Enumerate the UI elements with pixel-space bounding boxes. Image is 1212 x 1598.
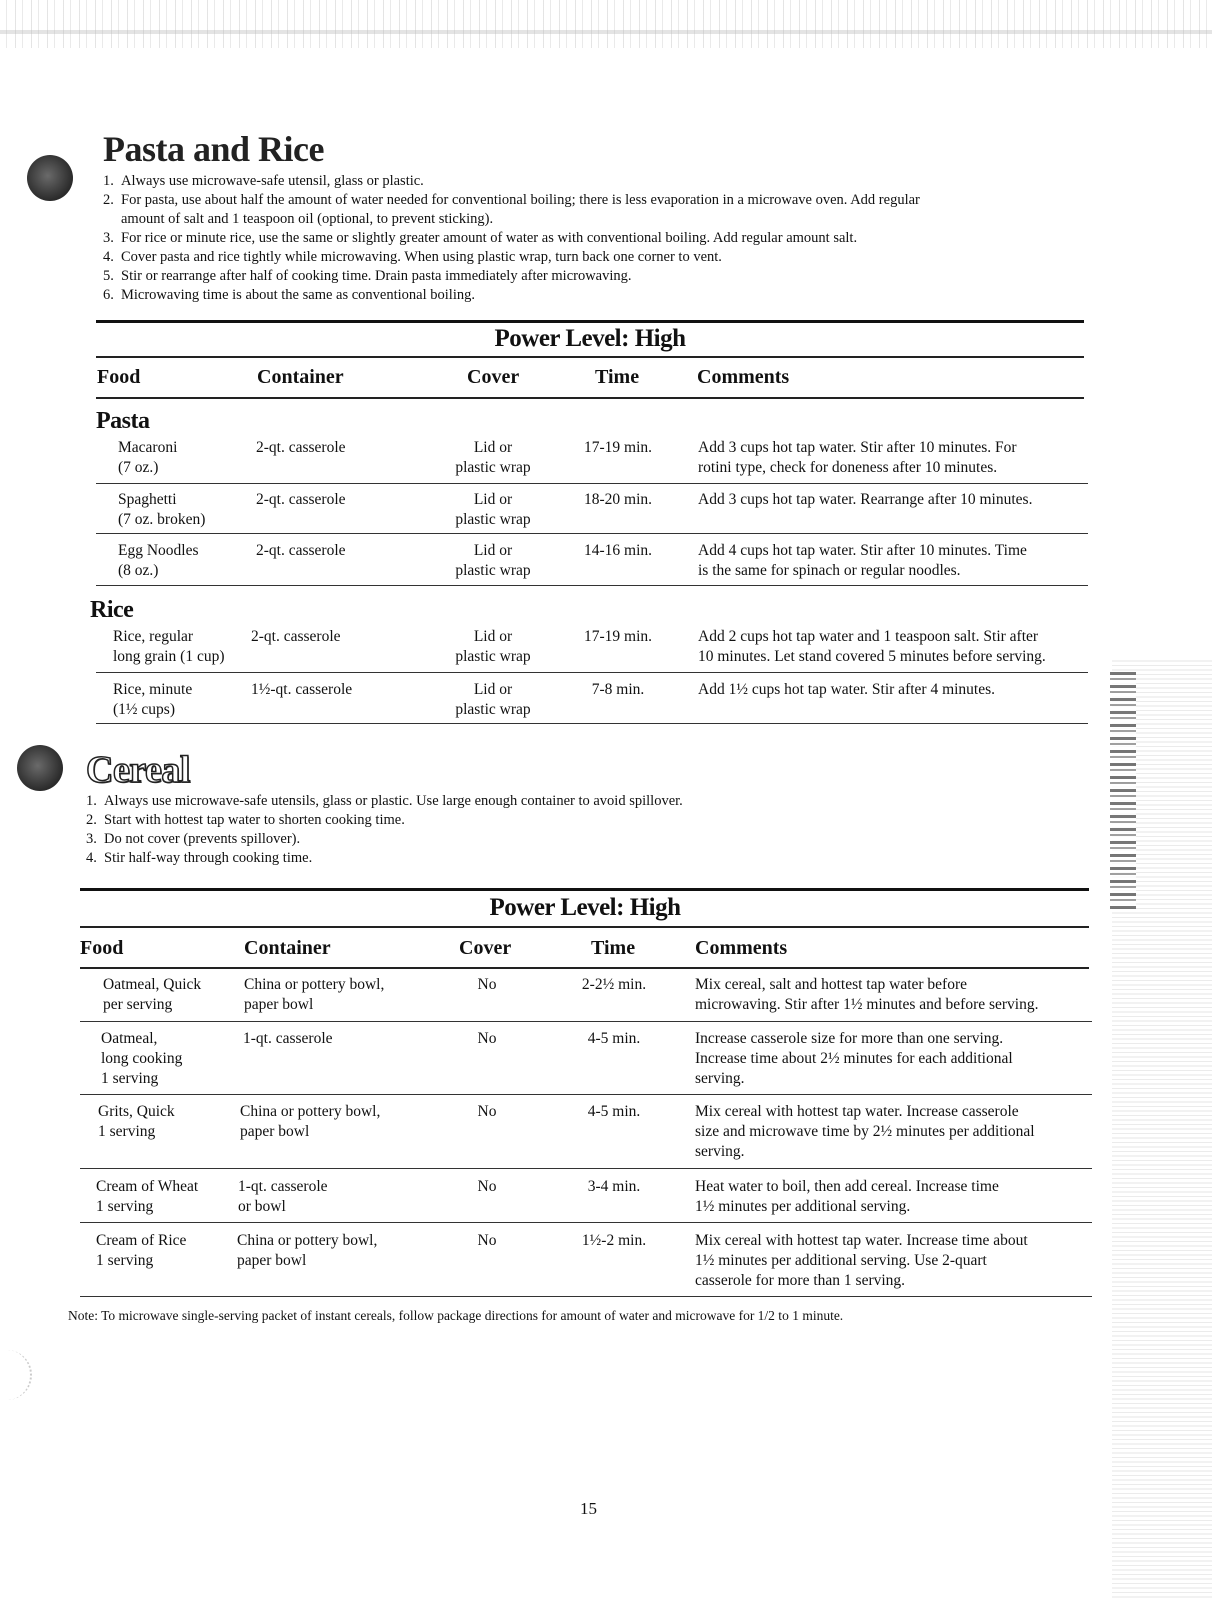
step-number: 3. bbox=[103, 230, 114, 246]
cell-line: 2-qt. casserole bbox=[256, 439, 346, 456]
cell-line: plastic wrap bbox=[455, 511, 531, 528]
group-title-pasta: Pasta bbox=[96, 408, 150, 434]
pasta-header-comments: Comments bbox=[697, 366, 790, 388]
cell-time: 18-20 min. bbox=[583, 491, 653, 508]
table-row-rule bbox=[80, 1094, 1092, 1095]
cell-food bbox=[118, 541, 199, 581]
cell-comments bbox=[698, 490, 1032, 510]
cell-cover bbox=[417, 1231, 557, 1251]
cell-line: Spaghetti bbox=[118, 491, 177, 508]
cell-container bbox=[243, 1029, 333, 1049]
step-item bbox=[103, 172, 1063, 191]
cell-line: Lid or bbox=[473, 439, 513, 456]
cell-line: (7 oz. broken) bbox=[118, 511, 206, 528]
cell-food bbox=[113, 680, 192, 720]
cell-line: 2-qt. casserole bbox=[251, 628, 341, 645]
cell-food bbox=[98, 1102, 175, 1142]
step-text: Stir or rearrange after half of cooking time. Drain pasta immediately after microwaving. bbox=[121, 268, 632, 284]
cell-time: 2-2½ min. bbox=[581, 976, 647, 993]
cell-line: Lid or bbox=[473, 681, 513, 698]
step-text: Stir half-way through cooking time. bbox=[104, 850, 313, 866]
cell-line: (7 oz.) bbox=[118, 459, 159, 476]
cell-line: long cooking bbox=[101, 1050, 183, 1067]
binding-hole-mark bbox=[0, 1350, 32, 1400]
cell-time: 1½-2 min. bbox=[581, 1232, 647, 1249]
cell-line: No bbox=[477, 1103, 497, 1120]
cell-line: long grain (1 cup) bbox=[113, 648, 225, 665]
scan-noise-top bbox=[0, 0, 1212, 48]
cell-line: plastic wrap bbox=[455, 701, 531, 718]
cell-cover bbox=[423, 680, 563, 720]
step-item bbox=[103, 191, 1063, 229]
cell-cover bbox=[423, 541, 563, 581]
step-number: 1. bbox=[103, 173, 114, 189]
step-item bbox=[103, 229, 1063, 248]
scan-noise-right-dark bbox=[1110, 672, 1136, 912]
cell-line: plastic wrap bbox=[455, 648, 531, 665]
cell-line: Lid or bbox=[473, 628, 513, 645]
cell-line: Lid or bbox=[473, 491, 513, 508]
cell-line: Add 3 cups hot tap water. Rearrange after 10 minutes. bbox=[698, 491, 1033, 508]
cell-line: 10 minutes. Let stand covered 5 minutes before serving. bbox=[698, 648, 1046, 665]
step-number: 1. bbox=[86, 793, 97, 809]
table-row-rule bbox=[80, 1168, 1092, 1169]
cereal-header-time: Time bbox=[591, 937, 636, 959]
table-row-rule bbox=[96, 483, 1088, 484]
cell-line: 2-qt. casserole bbox=[256, 542, 346, 559]
cell-line: Macaroni bbox=[118, 439, 178, 456]
cereal-power-rule bbox=[80, 926, 1089, 928]
cell-line: Cream of Rice bbox=[96, 1232, 187, 1249]
cell-line: No bbox=[477, 1030, 497, 1047]
cereal-steps bbox=[86, 792, 1046, 868]
cell-line: Mix cereal with hottest tap water. Increase time about bbox=[695, 1232, 1028, 1249]
cell-food bbox=[96, 1231, 186, 1271]
cell-line: China or pottery bowl, bbox=[240, 1103, 381, 1120]
cell-comments bbox=[695, 975, 1039, 1015]
cell-food bbox=[118, 490, 205, 530]
step-text: Start with hottest tap water to shorten cooking time. bbox=[104, 812, 405, 828]
cell-food bbox=[103, 975, 201, 1015]
cell-container bbox=[251, 627, 341, 647]
cell-line: or bowl bbox=[238, 1198, 286, 1215]
cell-line: plastic wrap bbox=[455, 562, 531, 579]
cell-line: Cream of Wheat bbox=[96, 1178, 199, 1195]
table-row-rule bbox=[80, 1021, 1092, 1022]
cell-line: casserole for more than 1 serving. bbox=[695, 1272, 906, 1289]
step-item bbox=[103, 248, 1063, 267]
cell-line: No bbox=[477, 1232, 497, 1249]
pasta-header-cover: Cover bbox=[467, 366, 520, 388]
cell-comments bbox=[698, 438, 1017, 478]
cell-time: 17-19 min. bbox=[583, 439, 653, 456]
cell-line: 2-qt. casserole bbox=[256, 491, 346, 508]
cell-line: 1½ minutes per additional serving. Use 2-quart bbox=[695, 1252, 987, 1269]
cell-line: Oatmeal, bbox=[101, 1030, 158, 1047]
step-item bbox=[103, 286, 1063, 305]
step-text: amount of salt and 1 teaspoon oil (optional, to prevent sticking). bbox=[121, 211, 494, 227]
cell-cover bbox=[423, 438, 563, 478]
cell-comments bbox=[695, 1102, 1035, 1162]
cell-line: Rice, minute bbox=[113, 681, 193, 698]
cell-line: serving. bbox=[695, 1143, 745, 1160]
pasta-header-container: Container bbox=[257, 366, 344, 388]
cereal-header-rule bbox=[80, 967, 1089, 969]
cell-time: 17-19 min. bbox=[583, 628, 653, 645]
cell-line: Increase casserole size for more than one serving. bbox=[695, 1030, 1004, 1047]
step-text: For pasta, use about half the amount of water needed for conventional boiling; there is less evaporation in a microwave oven. Add regular bbox=[121, 192, 920, 208]
table-row-rule bbox=[96, 585, 1088, 586]
group-title-rice: Rice bbox=[90, 597, 134, 623]
pasta-rice-steps bbox=[103, 172, 1063, 305]
cell-line: paper bowl bbox=[244, 996, 314, 1013]
page-number: 15 bbox=[580, 1499, 597, 1518]
cell-line: 1½ minutes per additional serving. bbox=[695, 1198, 911, 1215]
step-text: Always use microwave-safe utensil, glass or plastic. bbox=[121, 173, 424, 189]
cell-food bbox=[101, 1029, 182, 1089]
cell-line: paper bowl bbox=[237, 1252, 307, 1269]
cell-food bbox=[113, 627, 224, 667]
cell-container bbox=[238, 1177, 328, 1217]
step-number: 5. bbox=[103, 268, 114, 284]
cell-line: paper bowl bbox=[240, 1123, 310, 1140]
cell-line: size and microwave time by 2½ minutes per additional bbox=[695, 1123, 1035, 1140]
cell-line: Add 4 cups hot tap water. Stir after 10 minutes. Time bbox=[698, 542, 1027, 559]
step-number: 3. bbox=[86, 831, 97, 847]
cell-time: 7-8 min. bbox=[591, 681, 645, 698]
cell-line: Grits, Quick bbox=[98, 1103, 175, 1120]
section-bullet-icon bbox=[27, 155, 73, 201]
cell-cover bbox=[417, 1102, 557, 1122]
cell-line: (8 oz.) bbox=[118, 562, 159, 579]
pasta-header-rule bbox=[96, 397, 1084, 399]
pasta-rice-title: Pasta and Rice bbox=[103, 129, 324, 169]
cell-container bbox=[256, 438, 346, 458]
cell-comments bbox=[698, 680, 995, 700]
cell-line: Add 3 cups hot tap water. Stir after 10 minutes. For bbox=[698, 439, 1017, 456]
scan-noise-top-line bbox=[0, 30, 1212, 34]
cell-line: Add 1½ cups hot tap water. Stir after 4 minutes. bbox=[698, 681, 996, 698]
cell-line: Heat water to boil, then add cereal. Increase time bbox=[695, 1178, 999, 1195]
cell-line: Increase time about 2½ minutes for each additional bbox=[695, 1050, 1013, 1067]
pasta-table-top-rule bbox=[96, 320, 1084, 323]
cereal-header-comments: Comments bbox=[695, 937, 788, 959]
cell-line: per serving bbox=[103, 996, 173, 1013]
cell-line: Mix cereal, salt and hottest tap water before bbox=[695, 976, 967, 993]
cell-time: 14-16 min. bbox=[583, 542, 653, 559]
cell-line: 1-qt. casserole bbox=[238, 1178, 328, 1195]
cell-time: 4-5 min. bbox=[587, 1030, 641, 1047]
cell-line: Mix cereal with hottest tap water. Increase casserole bbox=[695, 1103, 1019, 1120]
step-text: Cover pasta and rice tightly while microwaving. When using plastic wrap, turn back one corner to vent. bbox=[121, 249, 722, 265]
cell-container bbox=[237, 1231, 377, 1271]
cell-comments bbox=[695, 1177, 999, 1217]
cell-container bbox=[244, 975, 384, 1015]
cell-cover bbox=[423, 627, 563, 667]
cell-comments bbox=[695, 1029, 1013, 1089]
table-row-rule bbox=[80, 1296, 1092, 1297]
step-item bbox=[86, 849, 1046, 868]
cell-line: China or pottery bowl, bbox=[237, 1232, 378, 1249]
step-item bbox=[86, 792, 1046, 811]
cell-line: 1 serving bbox=[96, 1198, 154, 1215]
step-number: 4. bbox=[103, 249, 114, 265]
table-row-rule bbox=[96, 672, 1088, 673]
step-text: Do not cover (prevents spillover). bbox=[104, 831, 301, 847]
cell-container bbox=[251, 680, 352, 700]
cell-cover bbox=[417, 1177, 557, 1197]
cell-line: No bbox=[477, 1178, 497, 1195]
cell-line: 1½-qt. casserole bbox=[251, 681, 353, 698]
table-row-rule bbox=[96, 723, 1088, 724]
cell-container bbox=[240, 1102, 380, 1142]
cell-food bbox=[118, 438, 177, 478]
cell-line: (1½ cups) bbox=[113, 701, 175, 718]
step-number: 2. bbox=[103, 192, 114, 208]
step-item bbox=[86, 830, 1046, 849]
pasta-power-level: Power Level: High bbox=[494, 325, 686, 352]
cell-comments bbox=[698, 541, 1027, 581]
cereal-title: Cereal bbox=[86, 749, 190, 791]
cell-food bbox=[96, 1177, 198, 1217]
cell-comments bbox=[698, 627, 1046, 667]
cell-line: serving. bbox=[695, 1070, 745, 1087]
cell-line: No bbox=[477, 976, 497, 993]
step-text: Microwaving time is about the same as conventional boiling. bbox=[121, 287, 475, 303]
cereal-header-food: Food bbox=[80, 937, 124, 959]
step-text: Always use microwave-safe utensils, glass or plastic. Use large enough container to avoid spillover. bbox=[104, 793, 683, 809]
cell-comments bbox=[695, 1231, 1028, 1291]
step-item bbox=[86, 811, 1046, 830]
cell-line: 1 serving bbox=[101, 1070, 159, 1087]
cell-line: plastic wrap bbox=[455, 459, 531, 476]
section-bullet-icon bbox=[17, 745, 63, 791]
cell-line: Egg Noodles bbox=[118, 542, 199, 559]
step-number: 4. bbox=[86, 850, 97, 866]
cell-line: rotini type, check for doneness after 10 minutes. bbox=[698, 459, 998, 476]
cell-line: 1 serving bbox=[98, 1123, 156, 1140]
pasta-header-food: Food bbox=[97, 366, 141, 388]
table-row-rule bbox=[80, 1222, 1092, 1223]
cell-cover bbox=[417, 1029, 557, 1049]
cell-line: China or pottery bowl, bbox=[244, 976, 385, 993]
step-number: 6. bbox=[103, 287, 114, 303]
cell-container bbox=[256, 541, 346, 561]
cell-line: Lid or bbox=[473, 542, 513, 559]
cell-line: 1-qt. casserole bbox=[243, 1030, 333, 1047]
step-text: For rice or minute rice, use the same or slightly greater amount of water as with conventional boiling. Add regular amount salt. bbox=[121, 230, 858, 246]
cereal-power-level: Power Level: High bbox=[489, 894, 681, 921]
cereal-table-top-rule bbox=[80, 888, 1089, 891]
cereal-header-container: Container bbox=[244, 937, 331, 959]
cell-container bbox=[256, 490, 346, 510]
table-row-rule bbox=[96, 533, 1088, 534]
cereal-note: Note: To microwave single-serving packet of instant cereals, follow package directions for amount of water and microwave for 1/2 to 1 minute. bbox=[68, 1308, 844, 1323]
cell-line: Add 2 cups hot tap water and 1 teaspoon salt. Stir after bbox=[698, 628, 1039, 645]
cell-cover bbox=[417, 975, 557, 995]
cell-cover bbox=[423, 490, 563, 530]
cell-line: 1 serving bbox=[96, 1252, 154, 1269]
cell-line: is the same for spinach or regular noodles. bbox=[698, 562, 961, 579]
cell-line: microwaving. Stir after 1½ minutes and before serving. bbox=[695, 996, 1039, 1013]
cell-line: Rice, regular bbox=[113, 628, 194, 645]
pasta-power-rule bbox=[96, 356, 1084, 358]
step-number: 2. bbox=[86, 812, 97, 828]
step-item bbox=[103, 267, 1063, 286]
cell-time: 3-4 min. bbox=[587, 1178, 641, 1195]
cell-time: 4-5 min. bbox=[587, 1103, 641, 1120]
pasta-header-time: Time bbox=[595, 366, 640, 388]
cereal-header-cover: Cover bbox=[459, 937, 512, 959]
cell-line: Oatmeal, Quick bbox=[103, 976, 202, 993]
